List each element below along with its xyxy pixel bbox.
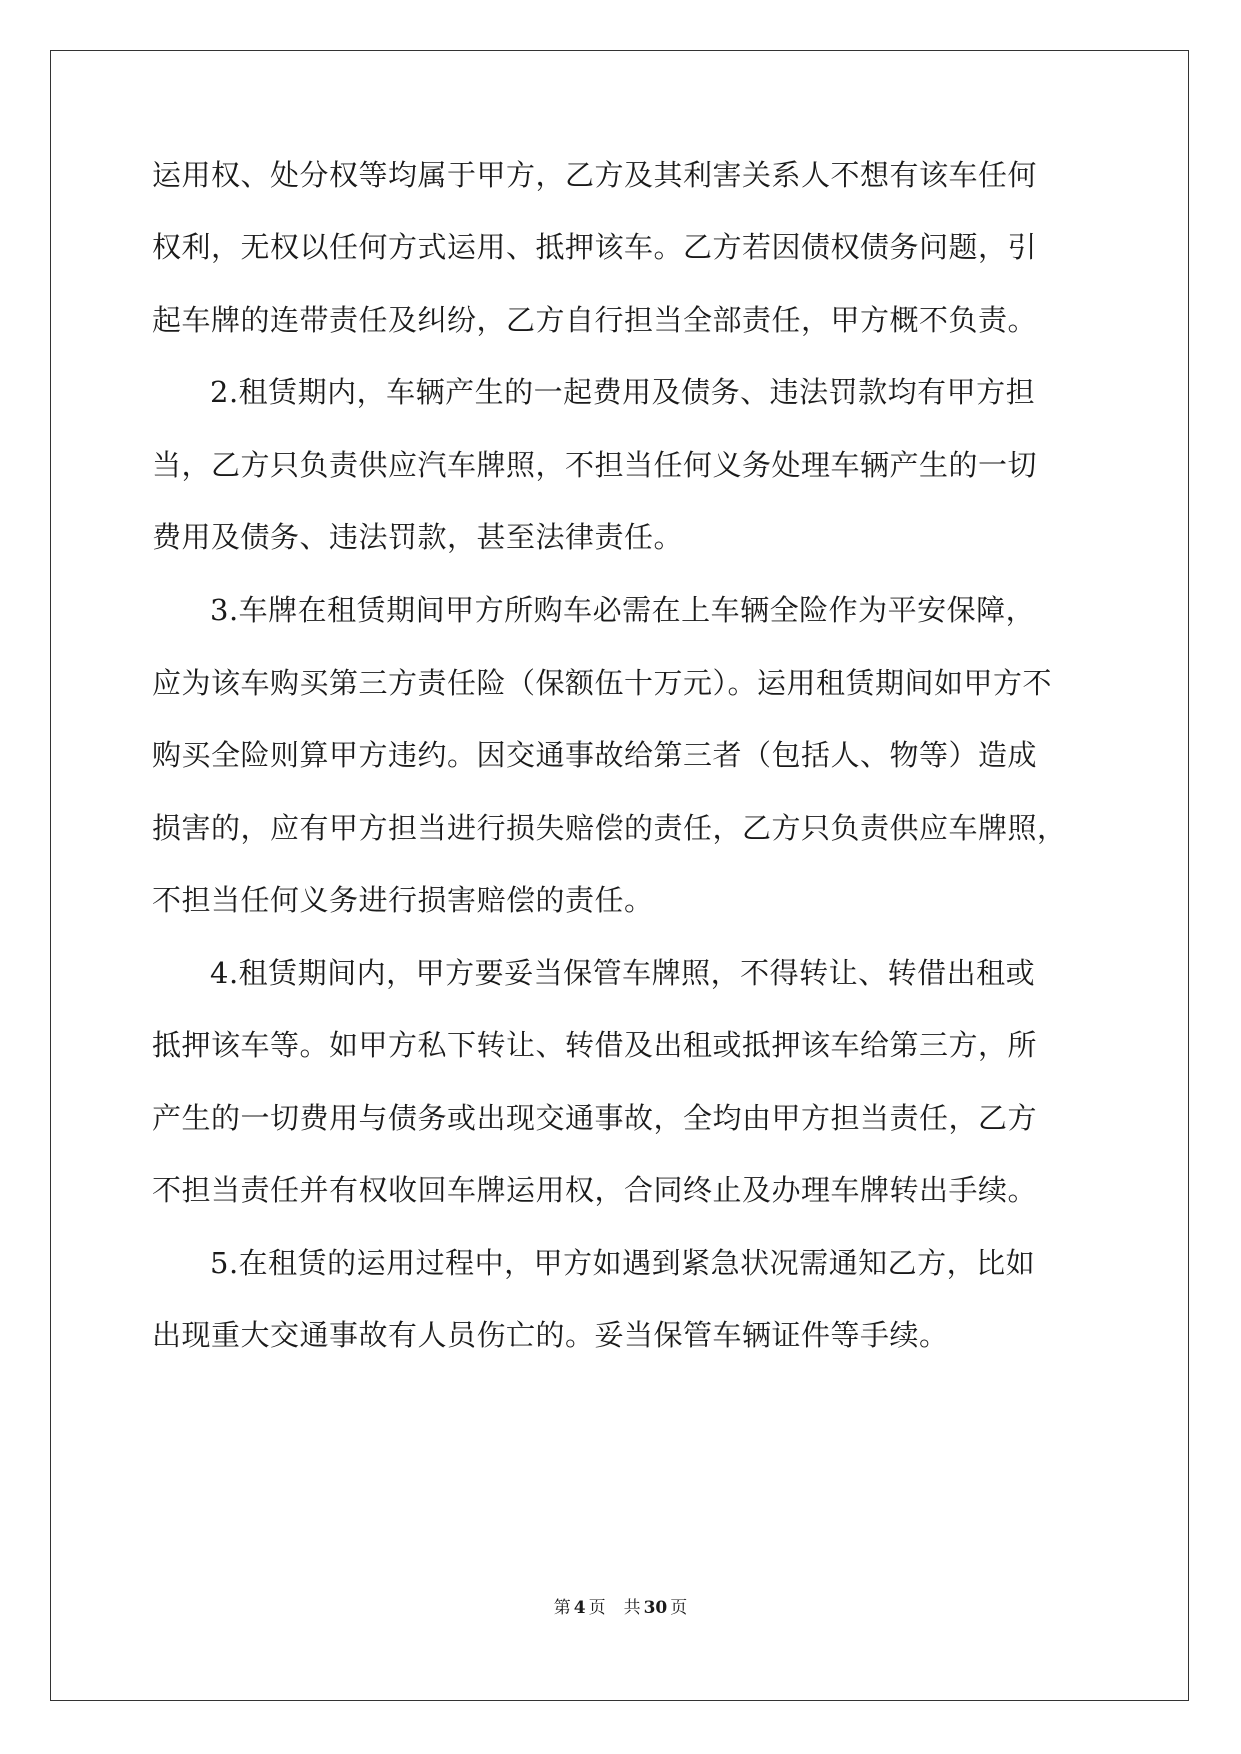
text-line: 损害的，应有甲方担当进行损失赔偿的责任，乙方只负责供应车牌照， xyxy=(152,811,1067,845)
paragraph-2-first-line: 2.租赁期内，车辆产生的一起费用及债务、违法罚款均有甲方担 xyxy=(210,375,1036,409)
page-unit: 页 xyxy=(588,1598,606,1618)
text-line: 起车牌的连带责任及纠纷，乙方自行担当全部责任，甲方概不负责。 xyxy=(152,303,1038,337)
page-number: 4 xyxy=(573,1598,586,1618)
paragraph-5-first-line: 5.在租赁的运用过程中，甲方如遇到紧急状况需通知乙方，比如 xyxy=(210,1246,1036,1280)
paragraph-3-first-line: 3.车牌在租赁期间甲方所购车必需在上车辆全险作为平安保障， xyxy=(210,593,1036,627)
text-line: 运用权、处分权等均属于甲方，乙方及其利害关系人不想有该车任何 xyxy=(152,158,1038,192)
text-line: 不担当责任并有权收回车牌运用权，合同终止及办理车牌转出手续。 xyxy=(152,1173,1038,1207)
page-footer xyxy=(0,1596,1241,1620)
text-line: 出现重大交通事故有人员伤亡的。妥当保管车辆证件等手续。 xyxy=(152,1318,949,1352)
text-line: 权利，无权以任何方式运用、抵押该车。乙方若因债权债务问题，引 xyxy=(152,230,1038,264)
text-line: 购买全险则算甲方违约。因交通事故给第三者（包括人、物等）造成 xyxy=(152,738,1038,772)
page-prefix: 第 xyxy=(553,1598,571,1618)
page-border xyxy=(50,50,1189,1701)
total-prefix: 共 xyxy=(623,1598,641,1618)
text-line: 当，乙方只负责供应汽车牌照，不担当任何义务处理车辆产生的一切 xyxy=(152,448,1038,482)
text-line: 费用及债务、违法罚款，甚至法律责任。 xyxy=(152,520,684,554)
text-line: 产生的一切费用与债务或出现交通事故，全均由甲方担当责任，乙方 xyxy=(152,1101,1038,1135)
text-line: 应为该车购买第三方责任险（保额伍十万元）。运用租赁期间如甲方不 xyxy=(152,666,1053,700)
total-pages: 30 xyxy=(643,1598,668,1618)
total-unit: 页 xyxy=(670,1598,688,1618)
text-line: 抵押该车等。如甲方私下转让、转借及出租或抵押该车给第三方，所 xyxy=(152,1028,1038,1062)
text-line: 不担当任何义务进行损害赔偿的责任。 xyxy=(152,883,654,917)
paragraph-4-first-line: 4.租赁期间内，甲方要妥当保管车牌照，不得转让、转借出租或 xyxy=(210,956,1036,990)
